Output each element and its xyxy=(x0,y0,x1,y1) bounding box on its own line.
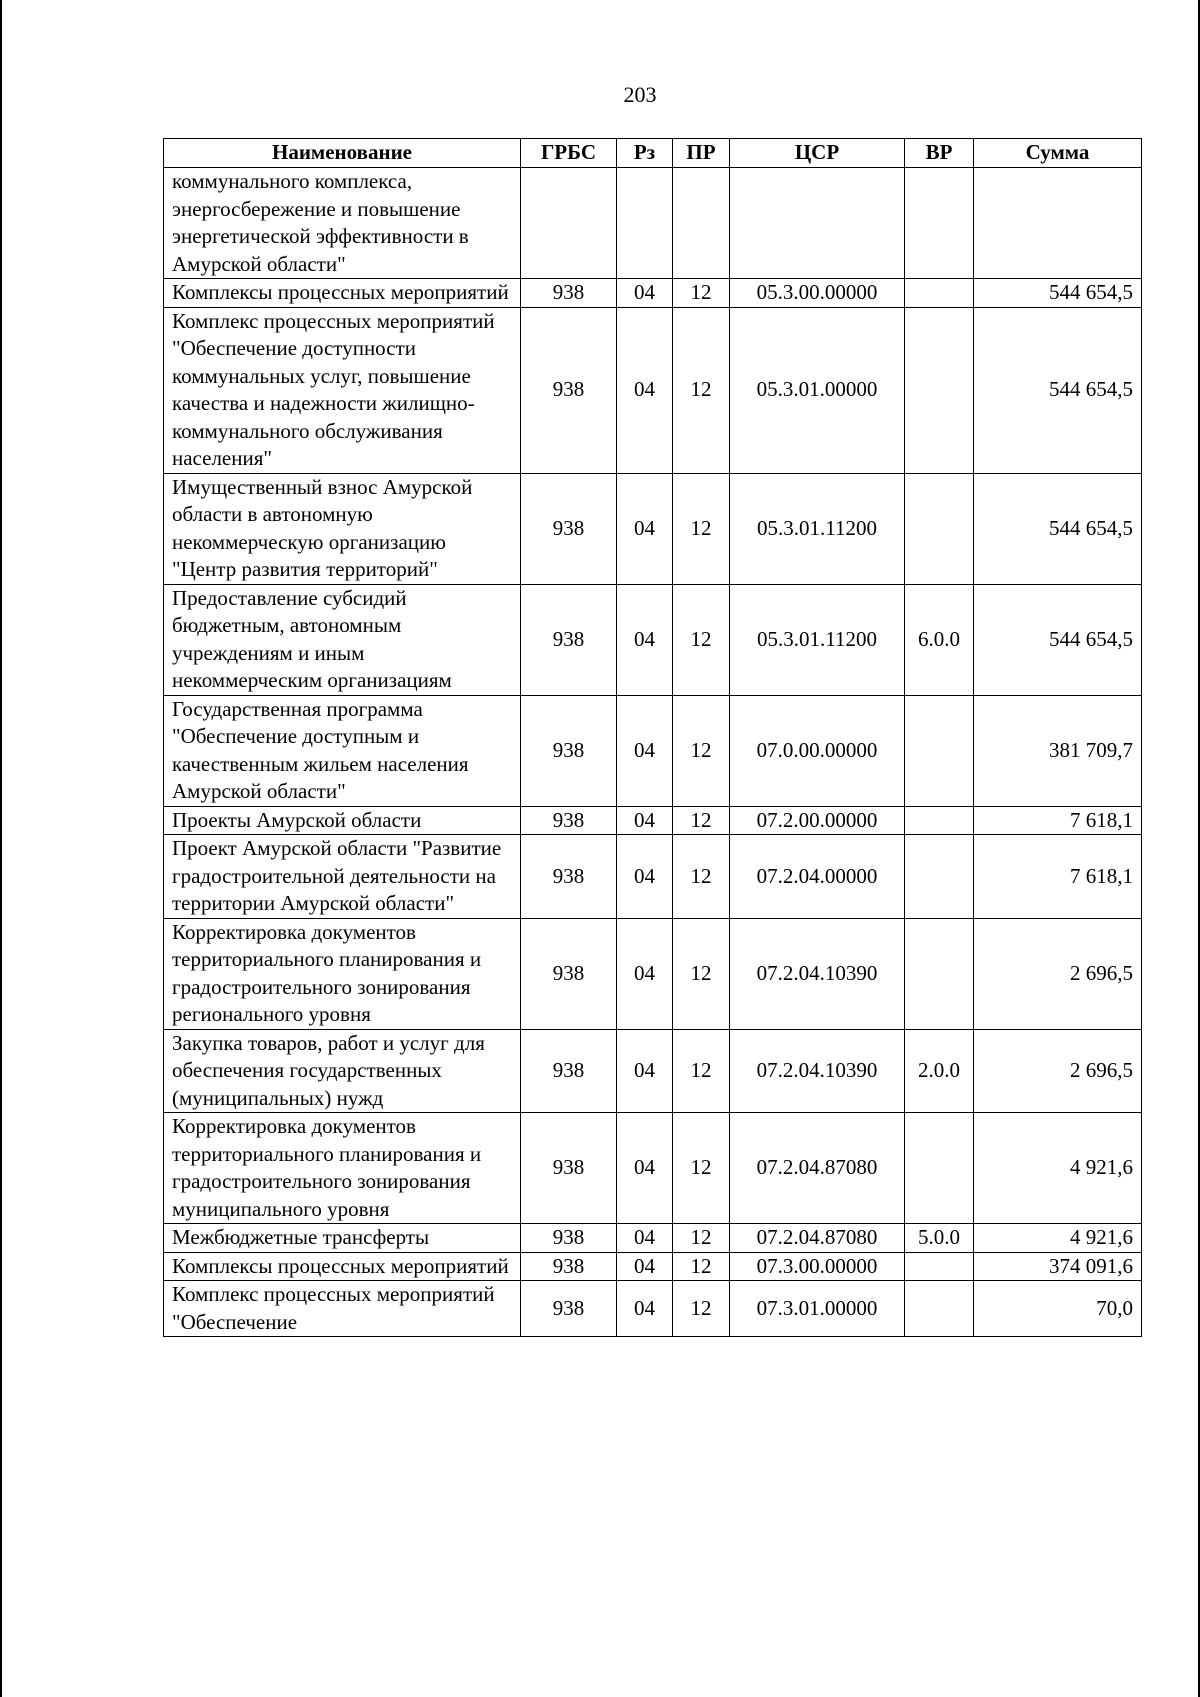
cell-rz: 04 xyxy=(617,279,673,308)
cell-grbs: 938 xyxy=(521,806,617,835)
cell-pr: 12 xyxy=(673,279,730,308)
cell-pr: 12 xyxy=(673,835,730,919)
cell-grbs: 938 xyxy=(521,473,617,584)
cell-name: Комплексы процессных мероприятий xyxy=(164,279,521,308)
cell-vr xyxy=(905,835,974,919)
page-number: 203 xyxy=(623,82,657,107)
cell-pr: 12 xyxy=(673,806,730,835)
cell-pr: 12 xyxy=(673,473,730,584)
cell-name: Комплексы процессных мероприятий xyxy=(164,1252,521,1281)
cell-grbs xyxy=(521,168,617,279)
cell-vr xyxy=(905,695,974,806)
cell-rz xyxy=(617,168,673,279)
header-name: Наименование xyxy=(164,139,521,168)
cell-name: Проект Амурской области "Развитие градостроительной деятельности на территории Амурской области" xyxy=(164,835,521,919)
cell-vr xyxy=(905,806,974,835)
cell-name: Государственная программа "Обеспечение доступным и качественным жильем населения Амурской области" xyxy=(164,695,521,806)
scan-border-left xyxy=(0,0,2,1697)
table-row xyxy=(164,1281,1142,1337)
cell-sum: 4 921,6 xyxy=(974,1113,1142,1224)
cell-csr: 07.2.00.00000 xyxy=(730,806,905,835)
cell-pr: 12 xyxy=(673,307,730,473)
cell-sum: 381 709,7 xyxy=(974,695,1142,806)
cell-grbs: 938 xyxy=(521,584,617,695)
table-row xyxy=(164,695,1142,806)
cell-vr xyxy=(905,307,974,473)
cell-vr xyxy=(905,473,974,584)
header-vr: ВР xyxy=(905,139,974,168)
cell-rz: 04 xyxy=(617,1252,673,1281)
cell-pr: 12 xyxy=(673,695,730,806)
cell-csr: 07.2.04.87080 xyxy=(730,1224,905,1253)
cell-vr xyxy=(905,1113,974,1224)
table-row xyxy=(164,168,1142,279)
cell-csr: 07.2.04.10390 xyxy=(730,918,905,1029)
cell-grbs: 938 xyxy=(521,1029,617,1113)
table-row xyxy=(164,584,1142,695)
cell-pr: 12 xyxy=(673,1224,730,1253)
cell-pr: 12 xyxy=(673,1113,730,1224)
cell-sum: 544 654,5 xyxy=(974,279,1142,308)
cell-vr: 5.0.0 xyxy=(905,1224,974,1253)
cell-name: Предоставление субсидий бюджетным, автономным учреждениям и иным некоммерческим организациям xyxy=(164,584,521,695)
cell-rz: 04 xyxy=(617,473,673,584)
cell-grbs: 938 xyxy=(521,1281,617,1337)
cell-name: Комплекс процессных мероприятий "Обеспечение доступности коммунальных услуг, повышение качества и надежности жилищно-коммунального обслуживания населения" xyxy=(164,307,521,473)
table-row xyxy=(164,307,1142,473)
cell-name: Проекты Амурской области xyxy=(164,806,521,835)
cell-sum: 374 091,6 xyxy=(974,1252,1142,1281)
cell-pr xyxy=(673,168,730,279)
cell-name: Закупка товаров, работ и услуг для обеспечения государственных (муниципальных) нужд xyxy=(164,1029,521,1113)
cell-grbs: 938 xyxy=(521,279,617,308)
cell-csr: 05.3.01.00000 xyxy=(730,307,905,473)
cell-grbs: 938 xyxy=(521,1113,617,1224)
cell-pr: 12 xyxy=(673,584,730,695)
cell-grbs: 938 xyxy=(521,307,617,473)
cell-sum: 544 654,5 xyxy=(974,584,1142,695)
cell-sum: 4 921,6 xyxy=(974,1224,1142,1253)
cell-pr: 12 xyxy=(673,1252,730,1281)
header-grbs: ГРБС xyxy=(521,139,617,168)
cell-name: Межбюджетные трансферты xyxy=(164,1224,521,1253)
cell-rz: 04 xyxy=(617,1224,673,1253)
table-row xyxy=(164,1252,1142,1281)
cell-vr: 6.0.0 xyxy=(905,584,974,695)
cell-grbs: 938 xyxy=(521,918,617,1029)
budget-table xyxy=(163,138,1142,1337)
cell-sum: 2 696,5 xyxy=(974,1029,1142,1113)
cell-sum xyxy=(974,168,1142,279)
cell-vr xyxy=(905,168,974,279)
table-row xyxy=(164,1224,1142,1253)
cell-vr xyxy=(905,279,974,308)
cell-name: Имущественный взнос Амурской области в автономную некоммерческую организацию "Центр развития территорий" xyxy=(164,473,521,584)
cell-csr: 07.3.00.00000 xyxy=(730,1252,905,1281)
cell-csr: 05.3.00.00000 xyxy=(730,279,905,308)
cell-csr: 05.3.01.11200 xyxy=(730,584,905,695)
cell-grbs: 938 xyxy=(521,695,617,806)
cell-rz: 04 xyxy=(617,1281,673,1337)
cell-rz: 04 xyxy=(617,918,673,1029)
table-row xyxy=(164,918,1142,1029)
header-pr: ПР xyxy=(673,139,730,168)
cell-rz: 04 xyxy=(617,1113,673,1224)
cell-csr: 07.3.01.00000 xyxy=(730,1281,905,1337)
cell-rz: 04 xyxy=(617,1029,673,1113)
table-header-row xyxy=(164,139,1142,168)
cell-sum: 544 654,5 xyxy=(974,307,1142,473)
table-row xyxy=(164,835,1142,919)
cell-sum: 544 654,5 xyxy=(974,473,1142,584)
cell-csr xyxy=(730,168,905,279)
cell-vr: 2.0.0 xyxy=(905,1029,974,1113)
cell-vr xyxy=(905,918,974,1029)
table-row xyxy=(164,1113,1142,1224)
cell-csr: 05.3.01.11200 xyxy=(730,473,905,584)
cell-vr xyxy=(905,1252,974,1281)
cell-vr xyxy=(905,1281,974,1337)
cell-grbs: 938 xyxy=(521,835,617,919)
cell-grbs: 938 xyxy=(521,1252,617,1281)
header-rz: Рз xyxy=(617,139,673,168)
cell-name: Комплекс процессных мероприятий "Обеспечение xyxy=(164,1281,521,1337)
cell-pr: 12 xyxy=(673,1281,730,1337)
cell-rz: 04 xyxy=(617,307,673,473)
cell-sum: 70,0 xyxy=(974,1281,1142,1337)
cell-name: Корректировка документов территориального планирования и градостроительного зонирования регионального уровня xyxy=(164,918,521,1029)
header-csr: ЦСР xyxy=(730,139,905,168)
table-row xyxy=(164,473,1142,584)
cell-csr: 07.0.00.00000 xyxy=(730,695,905,806)
table-row xyxy=(164,806,1142,835)
table-row xyxy=(164,279,1142,308)
cell-csr: 07.2.04.00000 xyxy=(730,835,905,919)
cell-csr: 07.2.04.10390 xyxy=(730,1029,905,1113)
cell-pr: 12 xyxy=(673,1029,730,1113)
cell-grbs: 938 xyxy=(521,1224,617,1253)
header-sum: Сумма xyxy=(974,139,1142,168)
cell-pr: 12 xyxy=(673,918,730,1029)
cell-rz: 04 xyxy=(617,835,673,919)
cell-rz: 04 xyxy=(617,584,673,695)
cell-sum: 2 696,5 xyxy=(974,918,1142,1029)
cell-name: коммунального комплекса, энергосбережение и повышение энергетической эффективности в Амурской области" xyxy=(164,168,521,279)
cell-rz: 04 xyxy=(617,806,673,835)
cell-name: Корректировка документов территориального планирования и градостроительного зонирования муниципального уровня xyxy=(164,1113,521,1224)
cell-rz: 04 xyxy=(617,695,673,806)
table-row xyxy=(164,1029,1142,1113)
cell-sum: 7 618,1 xyxy=(974,835,1142,919)
cell-csr: 07.2.04.87080 xyxy=(730,1113,905,1224)
cell-sum: 7 618,1 xyxy=(974,806,1142,835)
